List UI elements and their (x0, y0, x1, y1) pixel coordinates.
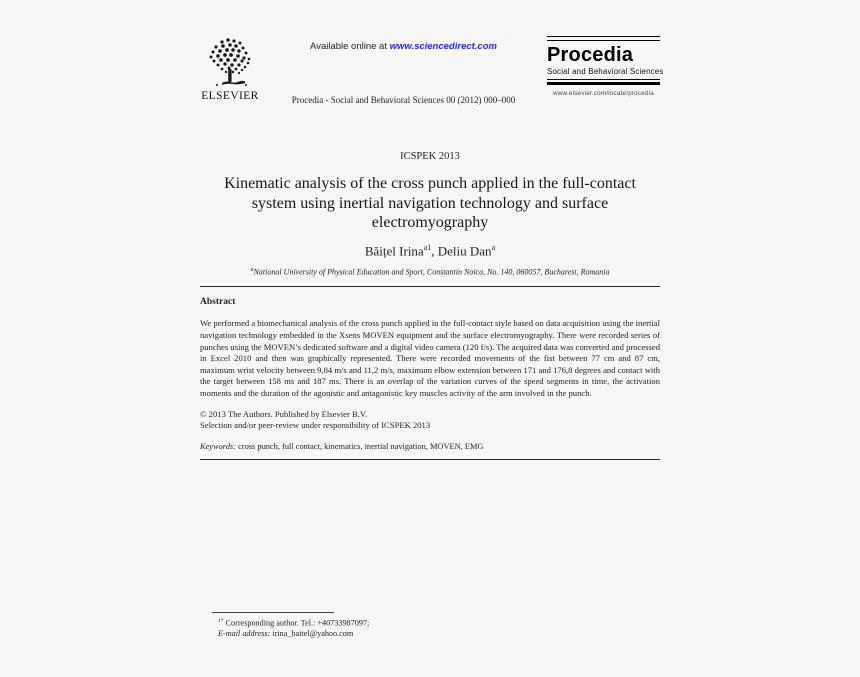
corresponding-author-text: Corresponding author. Tel.: +40733987097; (223, 618, 370, 628)
section-divider-top (200, 286, 660, 287)
available-online-prefix: Available online at (310, 41, 390, 52)
footnote-marker: 1* (218, 618, 224, 624)
procedia-logo-subtitle: Social and Behavioral Sciences (547, 67, 664, 76)
procedia-logo-box (547, 35, 664, 107)
procedia-thick-rule (547, 82, 660, 85)
email-address: irina_baitel@yahoo.com (270, 629, 354, 639)
affiliation-superscript: a (250, 266, 254, 273)
section-divider-bottom (200, 459, 660, 460)
keywords-line (200, 442, 660, 451)
keywords-label: Keywords: (200, 441, 236, 451)
copyright-line: © 2013 The Authors. Published by Elsevier B.V. (200, 408, 368, 419)
conference-name: ICSPEK 2013 (400, 151, 460, 162)
paper-page (200, 0, 664, 677)
peer-review-line: Selection and/or peer-review under responsibility of ICSPEK 2013 (200, 419, 431, 430)
procedia-thin-rule (547, 79, 660, 80)
author-name-1: Băițel Irina (364, 242, 424, 258)
author-name-2: Deliu Dan (437, 242, 492, 258)
elsevier-tree-icon (200, 35, 260, 89)
email-label: E-mail address: (218, 629, 271, 639)
paper-title: Kinematic analysis of the cross punch applied in the full-contact system using inertial navigation technology and surface electromyography (224, 175, 636, 231)
author-superscript-1: a1 (423, 242, 432, 252)
authors-line (200, 243, 660, 259)
sciencedirect-link[interactable]: www.sciencedirect.com (389, 41, 497, 52)
abstract-body: We performed a biomechanical analysis of the cross punch applied in the full-contact style based on data acquisition using the inertial navigation technology embedded in the Xsens MOVEN equipment and the surface electromyography. There were recorded series of punches using the MOVEN’s dedicated software and a digital video camera (120 f/s). The acquired data was converted and processed in Excel 2010 and then was graphically represented. There were recorded movements of the fist between 77 cm and 87 cm, maximum wrist velocity between 9,84 m/s and 11,2 m/s, maximum elbow extension between 171 and 176,8 degrees and contact with the target between 158 ms and 187 ms. There is an overlap of the variation curves of the speed segments in time, the activation moments and the duration of the agonistic and antagonistic key muscles activity of the arm involved in the punch. (200, 318, 660, 399)
keywords-text: cross punch, full contact, kinematics, inertial navigation, MOVEN, EMG (235, 441, 484, 451)
copyright-block (200, 409, 660, 431)
affiliation-text: National University of Physical Education and Sport, Constantin Noica, No. 140, 060057, Bucharest, Romania (253, 267, 610, 277)
author-superscript-2: a (491, 242, 496, 252)
procedia-logo-title: Procedia (547, 44, 634, 66)
corresponding-author-note (200, 616, 660, 640)
elsevier-logo (200, 35, 260, 107)
abstract-heading: Abstract (200, 297, 236, 308)
paper-header (200, 0, 664, 107)
footnote-divider (212, 612, 334, 613)
procedia-top-rules (547, 36, 660, 41)
elsevier-logo-text: ELSEVIER (201, 90, 259, 102)
journal-citation: Procedia - Social and Behavioral Sciences 00 (2012) 000–000 (291, 95, 516, 105)
procedia-url: www.elsevier.com/locate/procedia (553, 89, 654, 97)
affiliation (200, 267, 660, 277)
available-online-line (266, 41, 541, 52)
footnote (200, 612, 660, 640)
header-center (260, 35, 547, 107)
authors-separator: , (431, 242, 438, 258)
